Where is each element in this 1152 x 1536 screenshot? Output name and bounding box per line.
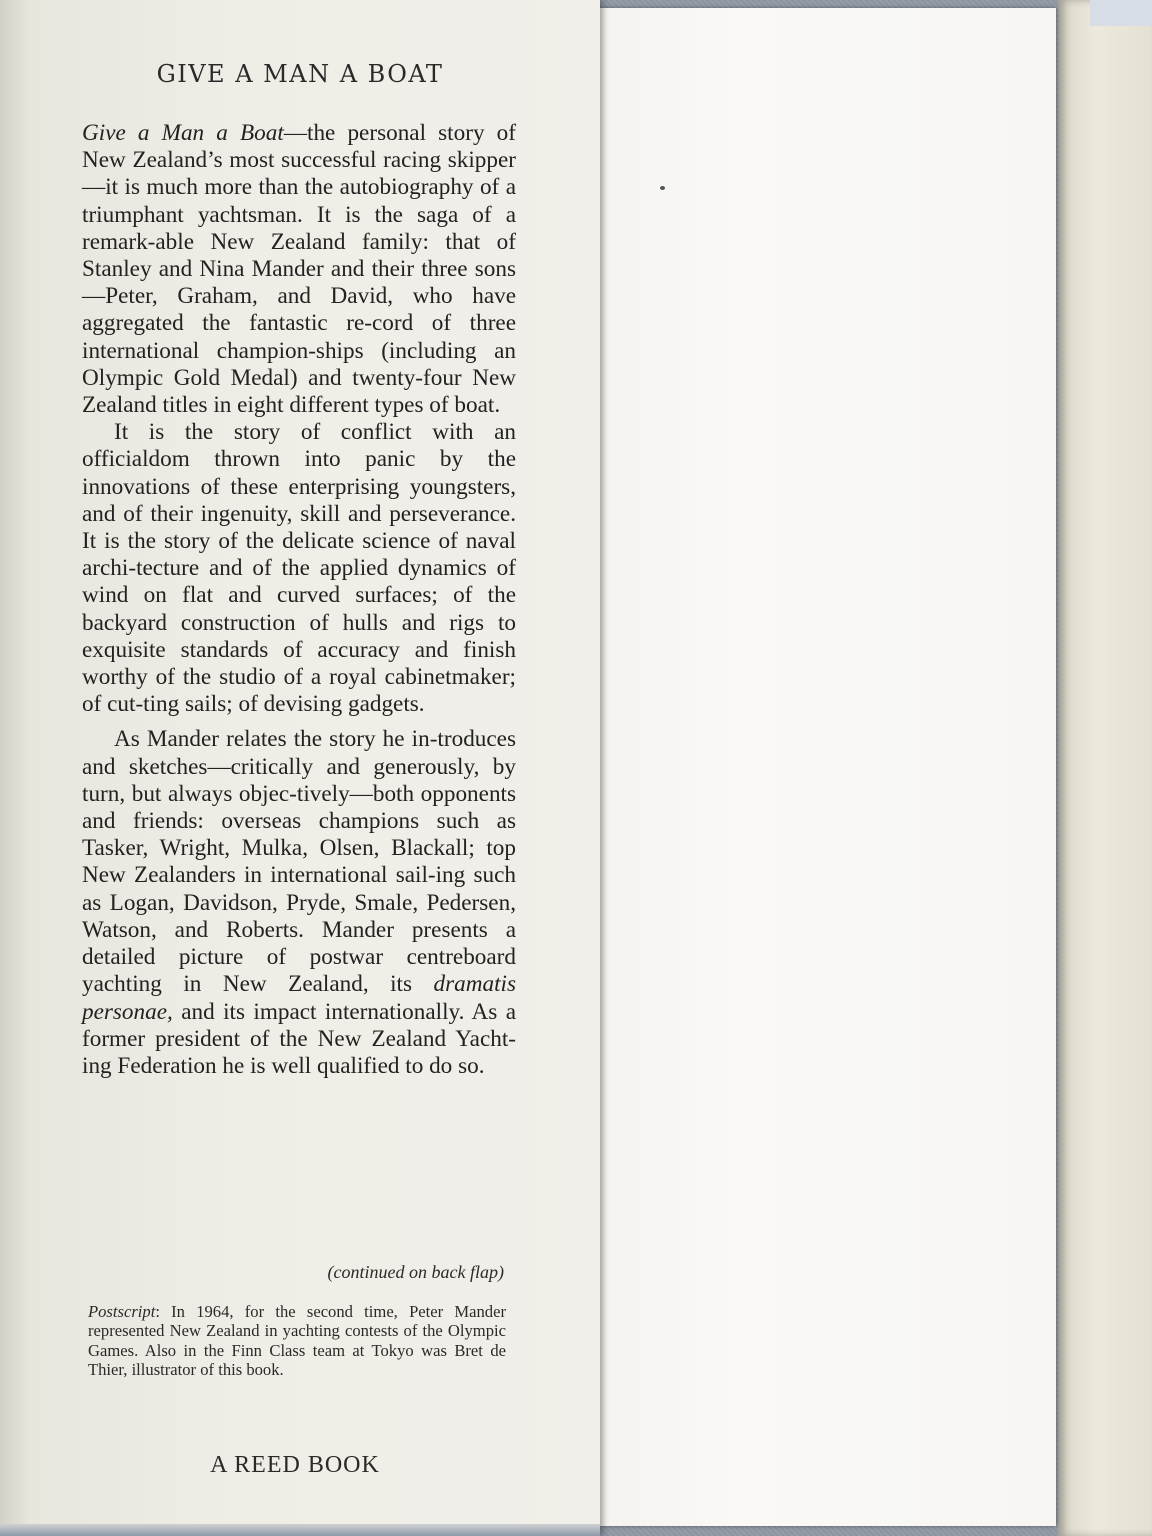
- postscript-text: : In 1964, for the second time, Peter Mander represented New Zealand in yachting contests of the Olympic Games. Also in the Finn Class team at Tokyo was Bret de Thier, illustrator of this book.: [88, 1302, 506, 1380]
- book-title-italic: Give a Man a Boat: [82, 120, 284, 146]
- flap-shadow: [0, 0, 30, 1536]
- blurb-paragraph-3: [82, 726, 516, 1080]
- blurb-paragraph-3-text-a: As Mander relates the story he in-troduces and sketches—critically and generously, by turn, but always objec-tively—both opponents and friends: overseas champions such as Tasker, Wright, Mulka, Olsen, Blackall; top New Zealanders in international sail-ing such as Logan, Davidson, Pryde, Smale, Pedersen, Watson, and Roberts. Mander presents a detailed picture of postwar centreboard yachting in New Zealand, its: [82, 726, 516, 998]
- blurb-paragraph-1: [82, 120, 516, 419]
- paper-speck: [660, 186, 665, 190]
- blurb-paragraph-3-text-b: and its impact internationally. As a former president of the New Zealand Yacht-ing Federation he is well qualified to do so.: [82, 998, 516, 1079]
- flap-title: GIVE A MAN A BOAT: [156, 60, 444, 88]
- background-corner: [1090, 0, 1152, 26]
- flap-bottom-edge: [0, 1524, 600, 1536]
- endpaper-page: [600, 8, 1056, 1526]
- postscript-label: Postscript: [88, 1302, 156, 1321]
- cover-edge: [1058, 0, 1152, 1536]
- blurb-paragraph-1-text: —the personal story of New Zealand’s most successful racing skipper—it is much more than the autobiography of a triumphant yachtsman. It is the saga of a remark-able New Zealand family: that of Stanley and Nina Mander and their three sons—Peter, Graham, and David, who have aggregated the fantastic re-cord of three international champion-ships (including an Olympic Gold Medal) and twenty-four New Zealand titles in eight different types of boat.: [82, 120, 516, 419]
- flap-blurb: [82, 120, 516, 1080]
- blurb-paragraph-2: It is the story of conflict with an officialdom thrown into panic by the innovations of these enterprising youngsters, and of their ingenuity, skill and perseverance. It is the story of the delicate science of naval archi-tecture and of the applied dynamics of wind on flat and curved surfaces; of the backyard construction of hulls and rigs to exquisite standards of accuracy and finish worthy of the studio of a royal cabinetmaker; of cut-ting sails; of devising gadgets.: [82, 419, 516, 718]
- postscript: [88, 1302, 506, 1380]
- continued-note: (continued on back flap): [327, 1262, 504, 1282]
- publisher-imprint: A REED BOOK: [210, 1452, 380, 1478]
- dramatis-personae-italic: dramatis personae,: [82, 971, 516, 1025]
